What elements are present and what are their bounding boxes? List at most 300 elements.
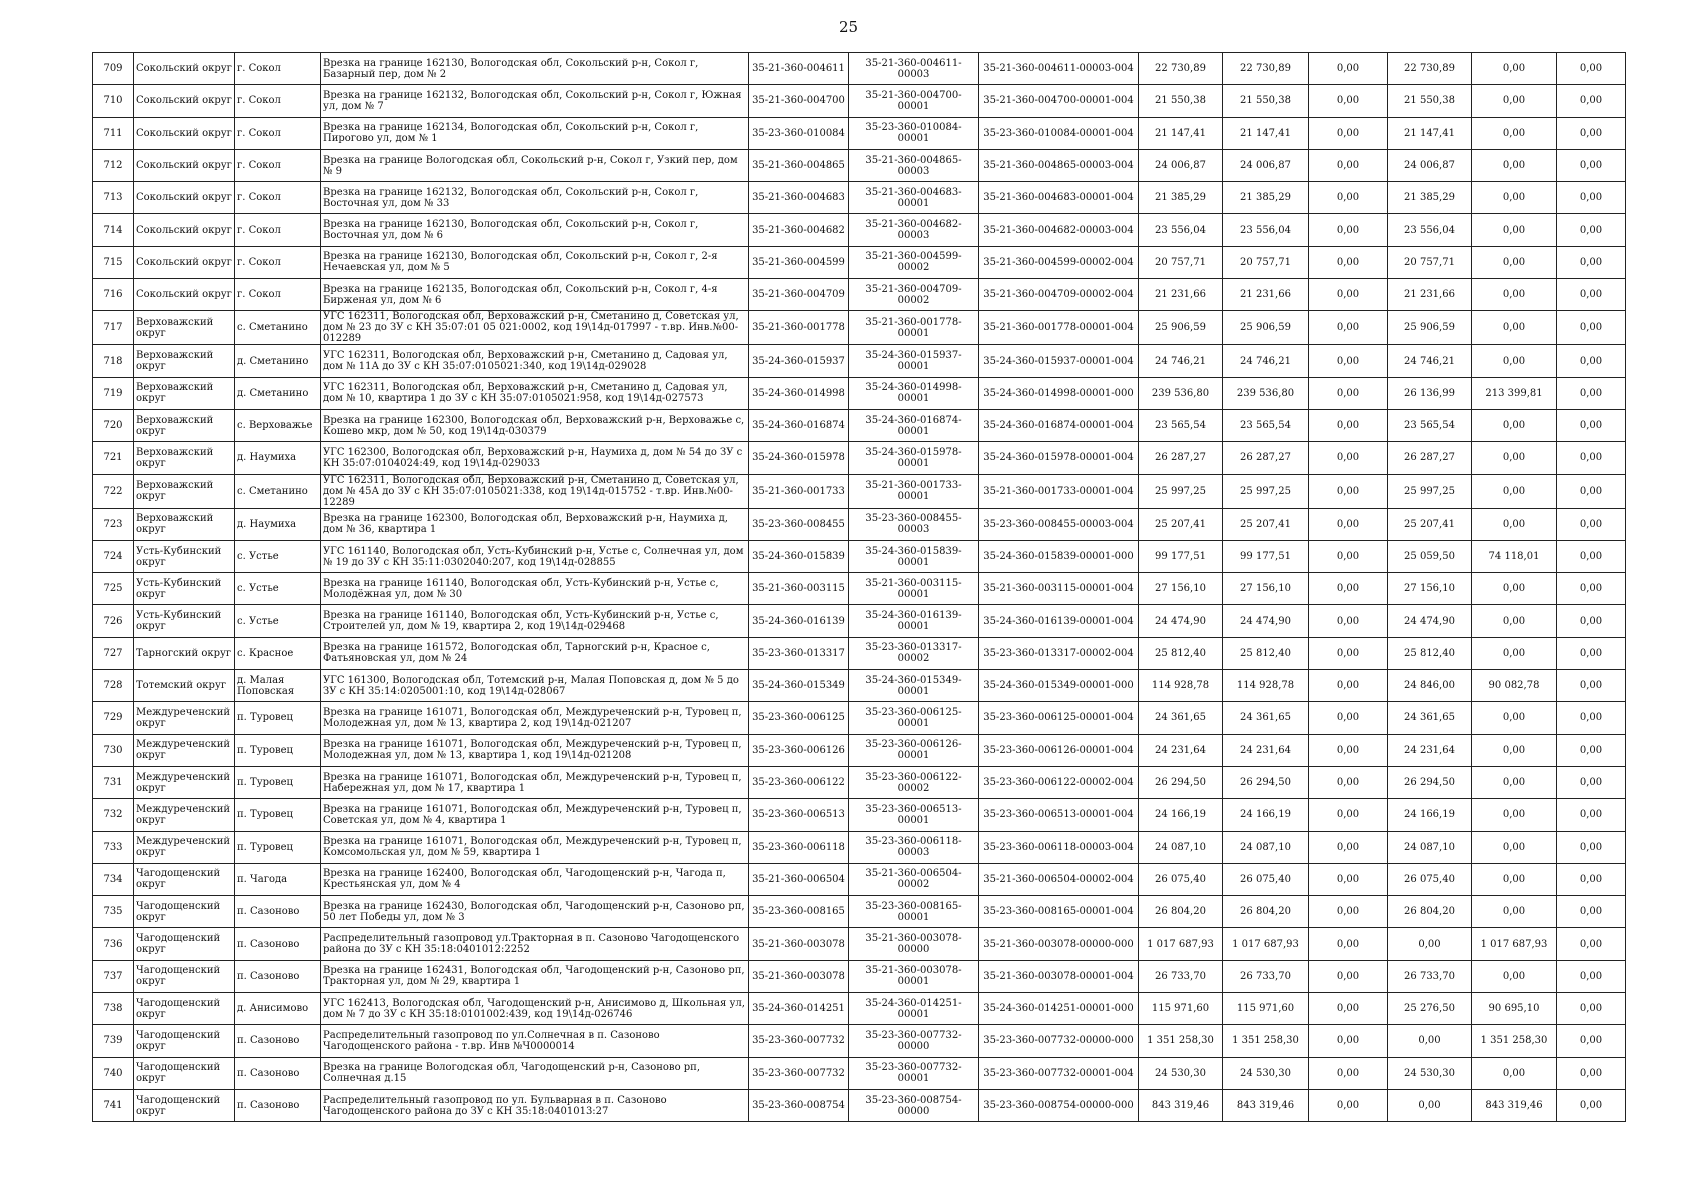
table-row bbox=[93, 117, 1626, 149]
district-cell: Усть-Кубинский округ bbox=[134, 540, 235, 572]
object-code-cell: 35-21-360-003115 bbox=[749, 573, 849, 605]
amount-part-cell: 26 075,40 bbox=[1388, 863, 1472, 895]
amount-total-cell: 21 550,38 bbox=[1139, 85, 1223, 117]
object-code-cell: 35-24-360-015937 bbox=[749, 345, 849, 377]
district-cell: Междуреченский округ bbox=[134, 734, 235, 766]
amount-total-cell: 114 928,78 bbox=[1139, 670, 1223, 702]
district-cell: Чагодощенский округ bbox=[134, 928, 235, 960]
amount-part-cell: 24 087,10 bbox=[1388, 831, 1472, 863]
amount-remainder-cell: 90 082,78 bbox=[1472, 670, 1557, 702]
amount-cell: 24 006,87 bbox=[1223, 149, 1309, 181]
object-code-cell: 35-21-360-004682 bbox=[749, 214, 849, 246]
object-code-cell: 35-23-360-007732 bbox=[749, 1025, 849, 1057]
district-cell: Чагодощенский округ bbox=[134, 1057, 235, 1089]
object-address-cell: УГС 161140, Вологодская обл, Усть-Кубинский р-н, Устье с, Солнечная ул, дом № 19 до ЗУ с КН 35:11:0302040:207, код 19\14д-028855 bbox=[321, 540, 749, 572]
object-address-cell: Врезка на границе 161140, Вологодская обл, Усть-Кубинский р-н, Устье с, Молодёжная ул, дом № 30 bbox=[321, 573, 749, 605]
settlement-cell: п. Туровец bbox=[235, 766, 321, 798]
element-code-cell: 35-23-360-006126-00001-004 bbox=[979, 734, 1139, 766]
settlement-cell: д. Анисимово bbox=[235, 993, 321, 1025]
element-code-cell: 35-21-360-004865-00003-004 bbox=[979, 149, 1139, 181]
amount-extra-cell: 0,00 bbox=[1557, 149, 1626, 181]
table-row bbox=[93, 214, 1626, 246]
amount-cell: 1 351 258,30 bbox=[1223, 1025, 1309, 1057]
table-body bbox=[93, 53, 1626, 1122]
amount-remainder-cell: 843 319,46 bbox=[1472, 1089, 1557, 1121]
district-cell: Чагодощенский округ bbox=[134, 896, 235, 928]
settlement-cell: п. Сазоново bbox=[235, 928, 321, 960]
amount-extra-cell: 0,00 bbox=[1557, 279, 1626, 311]
amount-zero-cell: 0,00 bbox=[1309, 246, 1388, 278]
element-code-cell: 35-21-360-004682-00003-004 bbox=[979, 214, 1139, 246]
row-number-cell: 727 bbox=[93, 637, 134, 669]
amount-part-cell: 23 565,54 bbox=[1388, 409, 1472, 441]
element-code-cell: 35-21-360-001778-00001-004 bbox=[979, 311, 1139, 345]
amount-cell: 24 166,19 bbox=[1223, 799, 1309, 831]
row-number-cell: 718 bbox=[93, 345, 134, 377]
subobject-code-cell: 35-23-360-006125-00001 bbox=[849, 702, 979, 734]
amount-remainder-cell: 0,00 bbox=[1472, 53, 1557, 85]
row-number-cell: 716 bbox=[93, 279, 134, 311]
amount-extra-cell: 0,00 bbox=[1557, 863, 1626, 895]
object-address-cell: УГС 162311, Вологодская обл, Верховажский р-н, Сметанино д, Советская ул, дом № 45А до ЗУ с КН 35:07:0105021:338, код 19\14д-015752 - т.вр. Инв.№00-12289 bbox=[321, 474, 749, 508]
object-code-cell: 35-23-360-008455 bbox=[749, 508, 849, 540]
object-code-cell: 35-21-360-003078 bbox=[749, 928, 849, 960]
district-cell: Усть-Кубинский округ bbox=[134, 605, 235, 637]
amount-remainder-cell: 0,00 bbox=[1472, 637, 1557, 669]
amount-remainder-cell: 0,00 bbox=[1472, 605, 1557, 637]
amount-zero-cell: 0,00 bbox=[1309, 442, 1388, 474]
settlement-cell: п. Сазоново bbox=[235, 896, 321, 928]
amount-zero-cell: 0,00 bbox=[1309, 214, 1388, 246]
amount-cell: 26 287,27 bbox=[1223, 442, 1309, 474]
amount-extra-cell: 0,00 bbox=[1557, 1089, 1626, 1121]
element-code-cell: 35-21-360-006504-00002-004 bbox=[979, 863, 1139, 895]
object-code-cell: 35-23-360-007732 bbox=[749, 1057, 849, 1089]
amount-remainder-cell: 1 351 258,30 bbox=[1472, 1025, 1557, 1057]
amount-cell: 24 474,90 bbox=[1223, 605, 1309, 637]
table-row bbox=[93, 182, 1626, 214]
amount-zero-cell: 0,00 bbox=[1309, 474, 1388, 508]
amount-cell: 24 530,30 bbox=[1223, 1057, 1309, 1089]
settlement-cell: г. Сокол bbox=[235, 182, 321, 214]
row-number-cell: 709 bbox=[93, 53, 134, 85]
table-row bbox=[93, 1057, 1626, 1089]
row-number-cell: 715 bbox=[93, 246, 134, 278]
amount-part-cell: 24 361,65 bbox=[1388, 702, 1472, 734]
subobject-code-cell: 35-21-360-004611-00003 bbox=[849, 53, 979, 85]
table-row bbox=[93, 508, 1626, 540]
amount-remainder-cell: 0,00 bbox=[1472, 896, 1557, 928]
row-number-cell: 712 bbox=[93, 149, 134, 181]
amount-remainder-cell: 0,00 bbox=[1472, 85, 1557, 117]
row-number-cell: 738 bbox=[93, 993, 134, 1025]
amount-extra-cell: 0,00 bbox=[1557, 960, 1626, 992]
amount-extra-cell: 0,00 bbox=[1557, 799, 1626, 831]
amount-total-cell: 24 361,65 bbox=[1139, 702, 1223, 734]
element-code-cell: 35-23-360-007732-00001-004 bbox=[979, 1057, 1139, 1089]
object-code-cell: 35-24-360-015349 bbox=[749, 670, 849, 702]
amount-remainder-cell: 0,00 bbox=[1472, 702, 1557, 734]
object-address-cell: Врезка на границе 162300, Вологодская обл, Верховажский р-н, Наумиха д, дом № 36, квартира 1 bbox=[321, 508, 749, 540]
table-row bbox=[93, 1089, 1626, 1121]
row-number-cell: 714 bbox=[93, 214, 134, 246]
subobject-code-cell: 35-23-360-008754-00000 bbox=[849, 1089, 979, 1121]
amount-remainder-cell: 0,00 bbox=[1472, 766, 1557, 798]
amount-cell: 27 156,10 bbox=[1223, 573, 1309, 605]
object-code-cell: 35-23-360-008754 bbox=[749, 1089, 849, 1121]
amount-total-cell: 21 147,41 bbox=[1139, 117, 1223, 149]
amount-remainder-cell: 0,00 bbox=[1472, 799, 1557, 831]
amount-zero-cell: 0,00 bbox=[1309, 149, 1388, 181]
object-code-cell: 35-23-360-010084 bbox=[749, 117, 849, 149]
amount-zero-cell: 0,00 bbox=[1309, 540, 1388, 572]
object-address-cell: Врезка на границе 162132, Вологодская обл, Сокольский р-н, Сокол г, Южная ул, дом № 7 bbox=[321, 85, 749, 117]
amount-zero-cell: 0,00 bbox=[1309, 85, 1388, 117]
amount-zero-cell: 0,00 bbox=[1309, 1057, 1388, 1089]
amount-total-cell: 239 536,80 bbox=[1139, 377, 1223, 409]
row-number-cell: 725 bbox=[93, 573, 134, 605]
amount-extra-cell: 0,00 bbox=[1557, 896, 1626, 928]
row-number-cell: 735 bbox=[93, 896, 134, 928]
district-cell: Сокольский округ bbox=[134, 214, 235, 246]
amount-zero-cell: 0,00 bbox=[1309, 377, 1388, 409]
amount-remainder-cell: 0,00 bbox=[1472, 246, 1557, 278]
amount-zero-cell: 0,00 bbox=[1309, 117, 1388, 149]
amount-total-cell: 26 294,50 bbox=[1139, 766, 1223, 798]
amount-part-cell: 21 385,29 bbox=[1388, 182, 1472, 214]
subobject-code-cell: 35-21-360-004682-00003 bbox=[849, 214, 979, 246]
district-cell: Сокольский округ bbox=[134, 279, 235, 311]
amount-cell: 24 087,10 bbox=[1223, 831, 1309, 863]
district-cell: Сокольский округ bbox=[134, 182, 235, 214]
object-address-cell: Врезка на границе 162132, Вологодская обл, Сокольский р-н, Сокол г, Восточная ул, дом № 33 bbox=[321, 182, 749, 214]
element-code-cell: 35-23-360-006118-00003-004 bbox=[979, 831, 1139, 863]
amount-part-cell: 26 733,70 bbox=[1388, 960, 1472, 992]
subobject-code-cell: 35-24-360-016139-00001 bbox=[849, 605, 979, 637]
amount-zero-cell: 0,00 bbox=[1309, 896, 1388, 928]
amount-total-cell: 25 207,41 bbox=[1139, 508, 1223, 540]
amount-zero-cell: 0,00 bbox=[1309, 605, 1388, 637]
district-cell: Верховажский округ bbox=[134, 311, 235, 345]
table-row bbox=[93, 863, 1626, 895]
amount-part-cell: 26 287,27 bbox=[1388, 442, 1472, 474]
amount-part-cell: 26 294,50 bbox=[1388, 766, 1472, 798]
object-address-cell: Врезка на границе 162134, Вологодская обл, Сокольский р-н, Сокол г, Пирогово ул, дом № 1 bbox=[321, 117, 749, 149]
object-address-cell: Врезка на границе 161071, Вологодская обл, Междуреченский р-н, Туровец п, Молодежная ул, дом № 13, квартира 1, код 19\14д-021208 bbox=[321, 734, 749, 766]
settlement-cell: д. Сметанино bbox=[235, 345, 321, 377]
amount-extra-cell: 0,00 bbox=[1557, 831, 1626, 863]
amount-part-cell: 25 906,59 bbox=[1388, 311, 1472, 345]
row-number-cell: 721 bbox=[93, 442, 134, 474]
element-code-cell: 35-23-360-010084-00001-004 bbox=[979, 117, 1139, 149]
subobject-code-cell: 35-21-360-004700-00001 bbox=[849, 85, 979, 117]
subobject-code-cell: 35-23-360-006513-00001 bbox=[849, 799, 979, 831]
element-code-cell: 35-24-360-015349-00001-000 bbox=[979, 670, 1139, 702]
table-row bbox=[93, 311, 1626, 345]
table-row bbox=[93, 1025, 1626, 1057]
settlement-cell: п. Чагода bbox=[235, 863, 321, 895]
object-address-cell: Врезка на границе 161071, Вологодская обл, Междуреченский р-н, Туровец п, Молодежная ул, дом № 13, квартира 2, код 19\14д-021207 bbox=[321, 702, 749, 734]
amount-extra-cell: 0,00 bbox=[1557, 409, 1626, 441]
amount-part-cell: 20 757,71 bbox=[1388, 246, 1472, 278]
amount-total-cell: 23 556,04 bbox=[1139, 214, 1223, 246]
object-address-cell: УГС 162311, Вологодская обл, Верховажский р-н, Сметанино д, Советская ул, дом № 23 до ЗУ с КН 35:07:01 05 021:0002, код 19\14д-017997 - т.вр. Инв.№00-012289 bbox=[321, 311, 749, 345]
table-row bbox=[93, 85, 1626, 117]
element-code-cell: 35-23-360-008165-00001-004 bbox=[979, 896, 1139, 928]
amount-extra-cell: 0,00 bbox=[1557, 311, 1626, 345]
registry-table bbox=[92, 52, 1626, 1122]
amount-total-cell: 26 733,70 bbox=[1139, 960, 1223, 992]
table-row bbox=[93, 573, 1626, 605]
amount-cell: 23 565,54 bbox=[1223, 409, 1309, 441]
amount-remainder-cell: 0,00 bbox=[1472, 149, 1557, 181]
amount-total-cell: 24 006,87 bbox=[1139, 149, 1223, 181]
amount-total-cell: 25 812,40 bbox=[1139, 637, 1223, 669]
amount-part-cell: 27 156,10 bbox=[1388, 573, 1472, 605]
object-code-cell: 35-23-360-006125 bbox=[749, 702, 849, 734]
amount-extra-cell: 0,00 bbox=[1557, 85, 1626, 117]
settlement-cell: с. Устье bbox=[235, 540, 321, 572]
amount-extra-cell: 0,00 bbox=[1557, 377, 1626, 409]
table-row bbox=[93, 409, 1626, 441]
amount-remainder-cell: 0,00 bbox=[1472, 214, 1557, 246]
amount-total-cell: 20 757,71 bbox=[1139, 246, 1223, 278]
row-number-cell: 740 bbox=[93, 1057, 134, 1089]
amount-cell: 22 730,89 bbox=[1223, 53, 1309, 85]
amount-zero-cell: 0,00 bbox=[1309, 345, 1388, 377]
amount-zero-cell: 0,00 bbox=[1309, 409, 1388, 441]
object-address-cell: УГС 161300, Вологодская обл, Тотемский р-н, Малая Поповская д, дом № 5 до ЗУ с КН 35:14:0205001:10, код 19\14д-028067 bbox=[321, 670, 749, 702]
amount-zero-cell: 0,00 bbox=[1309, 993, 1388, 1025]
subobject-code-cell: 35-21-360-004709-00002 bbox=[849, 279, 979, 311]
amount-extra-cell: 0,00 bbox=[1557, 474, 1626, 508]
subobject-code-cell: 35-23-360-006126-00001 bbox=[849, 734, 979, 766]
subobject-code-cell: 35-24-360-015978-00001 bbox=[849, 442, 979, 474]
object-address-cell: Врезка на границе 161572, Вологодская обл, Тарногский р-н, Красное с, Фатьяновская ул, дом № 24 bbox=[321, 637, 749, 669]
table-row bbox=[93, 149, 1626, 181]
amount-zero-cell: 0,00 bbox=[1309, 734, 1388, 766]
object-code-cell: 35-21-360-004599 bbox=[749, 246, 849, 278]
district-cell: Тотемский округ bbox=[134, 670, 235, 702]
object-address-cell: Врезка на границе 162130, Вологодская обл, Сокольский р-н, Сокол г, 2-я Нечаевская ул, дом № 5 bbox=[321, 246, 749, 278]
amount-remainder-cell: 0,00 bbox=[1472, 311, 1557, 345]
amount-part-cell: 0,00 bbox=[1388, 1089, 1472, 1121]
amount-total-cell: 26 075,40 bbox=[1139, 863, 1223, 895]
object-code-cell: 35-24-360-016874 bbox=[749, 409, 849, 441]
amount-part-cell: 22 730,89 bbox=[1388, 53, 1472, 85]
object-address-cell: УГС 162413, Вологодская обл, Чагодощенский р-н, Анисимово д, Школьная ул, дом № 7 до ЗУ с КН 35:18:0101002:439, код 19\14д-026746 bbox=[321, 993, 749, 1025]
table-row bbox=[93, 896, 1626, 928]
table-row bbox=[93, 734, 1626, 766]
district-cell: Сокольский округ bbox=[134, 85, 235, 117]
amount-total-cell: 24 166,19 bbox=[1139, 799, 1223, 831]
element-code-cell: 35-21-360-004611-00003-004 bbox=[979, 53, 1139, 85]
amount-cell: 25 997,25 bbox=[1223, 474, 1309, 508]
amount-cell: 21 231,66 bbox=[1223, 279, 1309, 311]
amount-cell: 99 177,51 bbox=[1223, 540, 1309, 572]
district-cell: Чагодощенский округ bbox=[134, 1089, 235, 1121]
element-code-cell: 35-24-360-016139-00001-004 bbox=[979, 605, 1139, 637]
settlement-cell: с. Верховажье bbox=[235, 409, 321, 441]
amount-cell: 25 812,40 bbox=[1223, 637, 1309, 669]
district-cell: Междуреченский округ bbox=[134, 799, 235, 831]
row-number-cell: 730 bbox=[93, 734, 134, 766]
settlement-cell: г. Сокол bbox=[235, 246, 321, 278]
amount-zero-cell: 0,00 bbox=[1309, 702, 1388, 734]
amount-zero-cell: 0,00 bbox=[1309, 1025, 1388, 1057]
amount-total-cell: 23 565,54 bbox=[1139, 409, 1223, 441]
subobject-code-cell: 35-23-360-008455-00003 bbox=[849, 508, 979, 540]
amount-total-cell: 21 231,66 bbox=[1139, 279, 1223, 311]
object-code-cell: 35-21-360-004865 bbox=[749, 149, 849, 181]
table-row bbox=[93, 993, 1626, 1025]
subobject-code-cell: 35-21-360-003078-00000 bbox=[849, 928, 979, 960]
amount-remainder-cell: 0,00 bbox=[1472, 960, 1557, 992]
district-cell: Междуреченский округ bbox=[134, 766, 235, 798]
amount-part-cell: 24 746,21 bbox=[1388, 345, 1472, 377]
object-address-cell: Врезка на границе Вологодская обл, Сокольский р-н, Сокол г, Узкий пер, дом № 9 bbox=[321, 149, 749, 181]
element-code-cell: 35-21-360-004700-00001-004 bbox=[979, 85, 1139, 117]
settlement-cell: с. Устье bbox=[235, 605, 321, 637]
table-row bbox=[93, 799, 1626, 831]
district-cell: Верховажский округ bbox=[134, 409, 235, 441]
row-number-cell: 723 bbox=[93, 508, 134, 540]
amount-cell: 114 928,78 bbox=[1223, 670, 1309, 702]
element-code-cell: 35-23-360-006122-00002-004 bbox=[979, 766, 1139, 798]
row-number-cell: 733 bbox=[93, 831, 134, 863]
object-address-cell: Распределительный газопровод ул.Тракторная в п. Сазоново Чагодощенского района до ЗУ с КН 35:18:0401012:2252 bbox=[321, 928, 749, 960]
object-code-cell: 35-23-360-006513 bbox=[749, 799, 849, 831]
amount-remainder-cell: 0,00 bbox=[1472, 279, 1557, 311]
subobject-code-cell: 35-21-360-006504-00002 bbox=[849, 863, 979, 895]
amount-zero-cell: 0,00 bbox=[1309, 508, 1388, 540]
amount-part-cell: 23 556,04 bbox=[1388, 214, 1472, 246]
object-address-cell: УГС 162311, Вологодская обл, Верховажский р-н, Сметанино д, Садовая ул, дом № 10, квартира 1 до ЗУ с КН 35:07:0105021:958, код 19\14д-027573 bbox=[321, 377, 749, 409]
element-code-cell: 35-24-360-015937-00001-004 bbox=[979, 345, 1139, 377]
district-cell: Верховажский округ bbox=[134, 442, 235, 474]
amount-part-cell: 21 231,66 bbox=[1388, 279, 1472, 311]
district-cell: Верховажский округ bbox=[134, 345, 235, 377]
amount-zero-cell: 0,00 bbox=[1309, 960, 1388, 992]
element-code-cell: 35-21-360-003078-00000-000 bbox=[979, 928, 1139, 960]
amount-total-cell: 22 730,89 bbox=[1139, 53, 1223, 85]
amount-extra-cell: 0,00 bbox=[1557, 442, 1626, 474]
amount-total-cell: 24 087,10 bbox=[1139, 831, 1223, 863]
amount-part-cell: 25 059,50 bbox=[1388, 540, 1472, 572]
subobject-code-cell: 35-21-360-003078-00001 bbox=[849, 960, 979, 992]
object-code-cell: 35-21-360-006504 bbox=[749, 863, 849, 895]
amount-cell: 21 385,29 bbox=[1223, 182, 1309, 214]
amount-remainder-cell: 0,00 bbox=[1472, 734, 1557, 766]
table-row bbox=[93, 474, 1626, 508]
table-row bbox=[93, 345, 1626, 377]
object-code-cell: 35-24-360-014998 bbox=[749, 377, 849, 409]
settlement-cell: г. Сокол bbox=[235, 279, 321, 311]
object-code-cell: 35-23-360-008165 bbox=[749, 896, 849, 928]
amount-remainder-cell: 0,00 bbox=[1472, 117, 1557, 149]
element-code-cell: 35-21-360-001733-00001-004 bbox=[979, 474, 1139, 508]
table-row bbox=[93, 928, 1626, 960]
amount-part-cell: 24 474,90 bbox=[1388, 605, 1472, 637]
subobject-code-cell: 35-23-360-007732-00000 bbox=[849, 1025, 979, 1057]
amount-total-cell: 24 530,30 bbox=[1139, 1057, 1223, 1089]
amount-total-cell: 25 997,25 bbox=[1139, 474, 1223, 508]
amount-extra-cell: 0,00 bbox=[1557, 605, 1626, 637]
amount-zero-cell: 0,00 bbox=[1309, 928, 1388, 960]
table-row bbox=[93, 442, 1626, 474]
amount-extra-cell: 0,00 bbox=[1557, 766, 1626, 798]
amount-extra-cell: 0,00 bbox=[1557, 734, 1626, 766]
object-address-cell: Врезка на границе 161071, Вологодская обл, Междуреченский р-н, Туровец п, Советская ул, дом № 4, квартира 1 bbox=[321, 799, 749, 831]
object-code-cell: 35-24-360-016139 bbox=[749, 605, 849, 637]
object-code-cell: 35-23-360-006122 bbox=[749, 766, 849, 798]
amount-extra-cell: 0,00 bbox=[1557, 117, 1626, 149]
row-number-cell: 741 bbox=[93, 1089, 134, 1121]
amount-extra-cell: 0,00 bbox=[1557, 540, 1626, 572]
amount-part-cell: 0,00 bbox=[1388, 928, 1472, 960]
settlement-cell: с. Устье bbox=[235, 573, 321, 605]
object-code-cell: 35-24-360-014251 bbox=[749, 993, 849, 1025]
object-address-cell: Врезка на границе 162431, Вологодская обл, Чагодощенский р-н, Сазоново рп, Тракторная ул, дом № 29, квартира 1 bbox=[321, 960, 749, 992]
object-code-cell: 35-21-360-003078 bbox=[749, 960, 849, 992]
element-code-cell: 35-23-360-006513-00001-004 bbox=[979, 799, 1139, 831]
settlement-cell: с. Сметанино bbox=[235, 311, 321, 345]
settlement-cell: г. Сокол bbox=[235, 85, 321, 117]
object-code-cell: 35-21-360-001778 bbox=[749, 311, 849, 345]
amount-cell: 25 906,59 bbox=[1223, 311, 1309, 345]
amount-zero-cell: 0,00 bbox=[1309, 637, 1388, 669]
subobject-code-cell: 35-24-360-016874-00001 bbox=[849, 409, 979, 441]
element-code-cell: 35-23-360-008754-00000-000 bbox=[979, 1089, 1139, 1121]
amount-cell: 23 556,04 bbox=[1223, 214, 1309, 246]
amount-extra-cell: 0,00 bbox=[1557, 182, 1626, 214]
subobject-code-cell: 35-24-360-015839-00001 bbox=[849, 540, 979, 572]
object-code-cell: 35-23-360-006118 bbox=[749, 831, 849, 863]
amount-zero-cell: 0,00 bbox=[1309, 863, 1388, 895]
object-address-cell: УГС 162311, Вологодская обл, Верховажский р-н, Сметанино д, Садовая ул, дом № 11А до ЗУ с КН 35:07:0105021:340, код 19\14д-029028 bbox=[321, 345, 749, 377]
amount-remainder-cell: 0,00 bbox=[1472, 182, 1557, 214]
settlement-cell: д. Сметанино bbox=[235, 377, 321, 409]
settlement-cell: п. Сазоново bbox=[235, 960, 321, 992]
amount-zero-cell: 0,00 bbox=[1309, 1089, 1388, 1121]
amount-zero-cell: 0,00 bbox=[1309, 831, 1388, 863]
district-cell: Чагодощенский округ bbox=[134, 1025, 235, 1057]
amount-cell: 239 536,80 bbox=[1223, 377, 1309, 409]
table-row bbox=[93, 670, 1626, 702]
element-code-cell: 35-24-360-015978-00001-004 bbox=[979, 442, 1139, 474]
district-cell: Усть-Кубинский округ bbox=[134, 573, 235, 605]
object-address-cell: Врезка на границе Вологодская обл, Чагодощенский р-н, Сазоново рп, Солнечная д.15 bbox=[321, 1057, 749, 1089]
amount-cell: 24 746,21 bbox=[1223, 345, 1309, 377]
row-number-cell: 732 bbox=[93, 799, 134, 831]
row-number-cell: 737 bbox=[93, 960, 134, 992]
subobject-code-cell: 35-21-360-003115-00001 bbox=[849, 573, 979, 605]
object-address-cell: Врезка на границе 161140, Вологодская обл, Усть-Кубинский р-н, Устье с, Строителей ул, дом № 19, квартира 2, код 19\14д-029468 bbox=[321, 605, 749, 637]
amount-part-cell: 25 997,25 bbox=[1388, 474, 1472, 508]
amount-part-cell: 24 231,64 bbox=[1388, 734, 1472, 766]
subobject-code-cell: 35-21-360-001778-00001 bbox=[849, 311, 979, 345]
row-number-cell: 722 bbox=[93, 474, 134, 508]
object-code-cell: 35-21-360-004611 bbox=[749, 53, 849, 85]
amount-remainder-cell: 0,00 bbox=[1472, 1057, 1557, 1089]
element-code-cell: 35-21-360-004599-00002-004 bbox=[979, 246, 1139, 278]
object-address-cell: Врезка на границе 162300, Вологодская обл, Верховажский р-н, Верховажье с, Кошево мкр, дом № 50, код 19\14д-030379 bbox=[321, 409, 749, 441]
amount-extra-cell: 0,00 bbox=[1557, 246, 1626, 278]
amount-remainder-cell: 0,00 bbox=[1472, 573, 1557, 605]
row-number-cell: 726 bbox=[93, 605, 134, 637]
row-number-cell: 720 bbox=[93, 409, 134, 441]
element-code-cell: 35-23-360-007732-00000-000 bbox=[979, 1025, 1139, 1057]
